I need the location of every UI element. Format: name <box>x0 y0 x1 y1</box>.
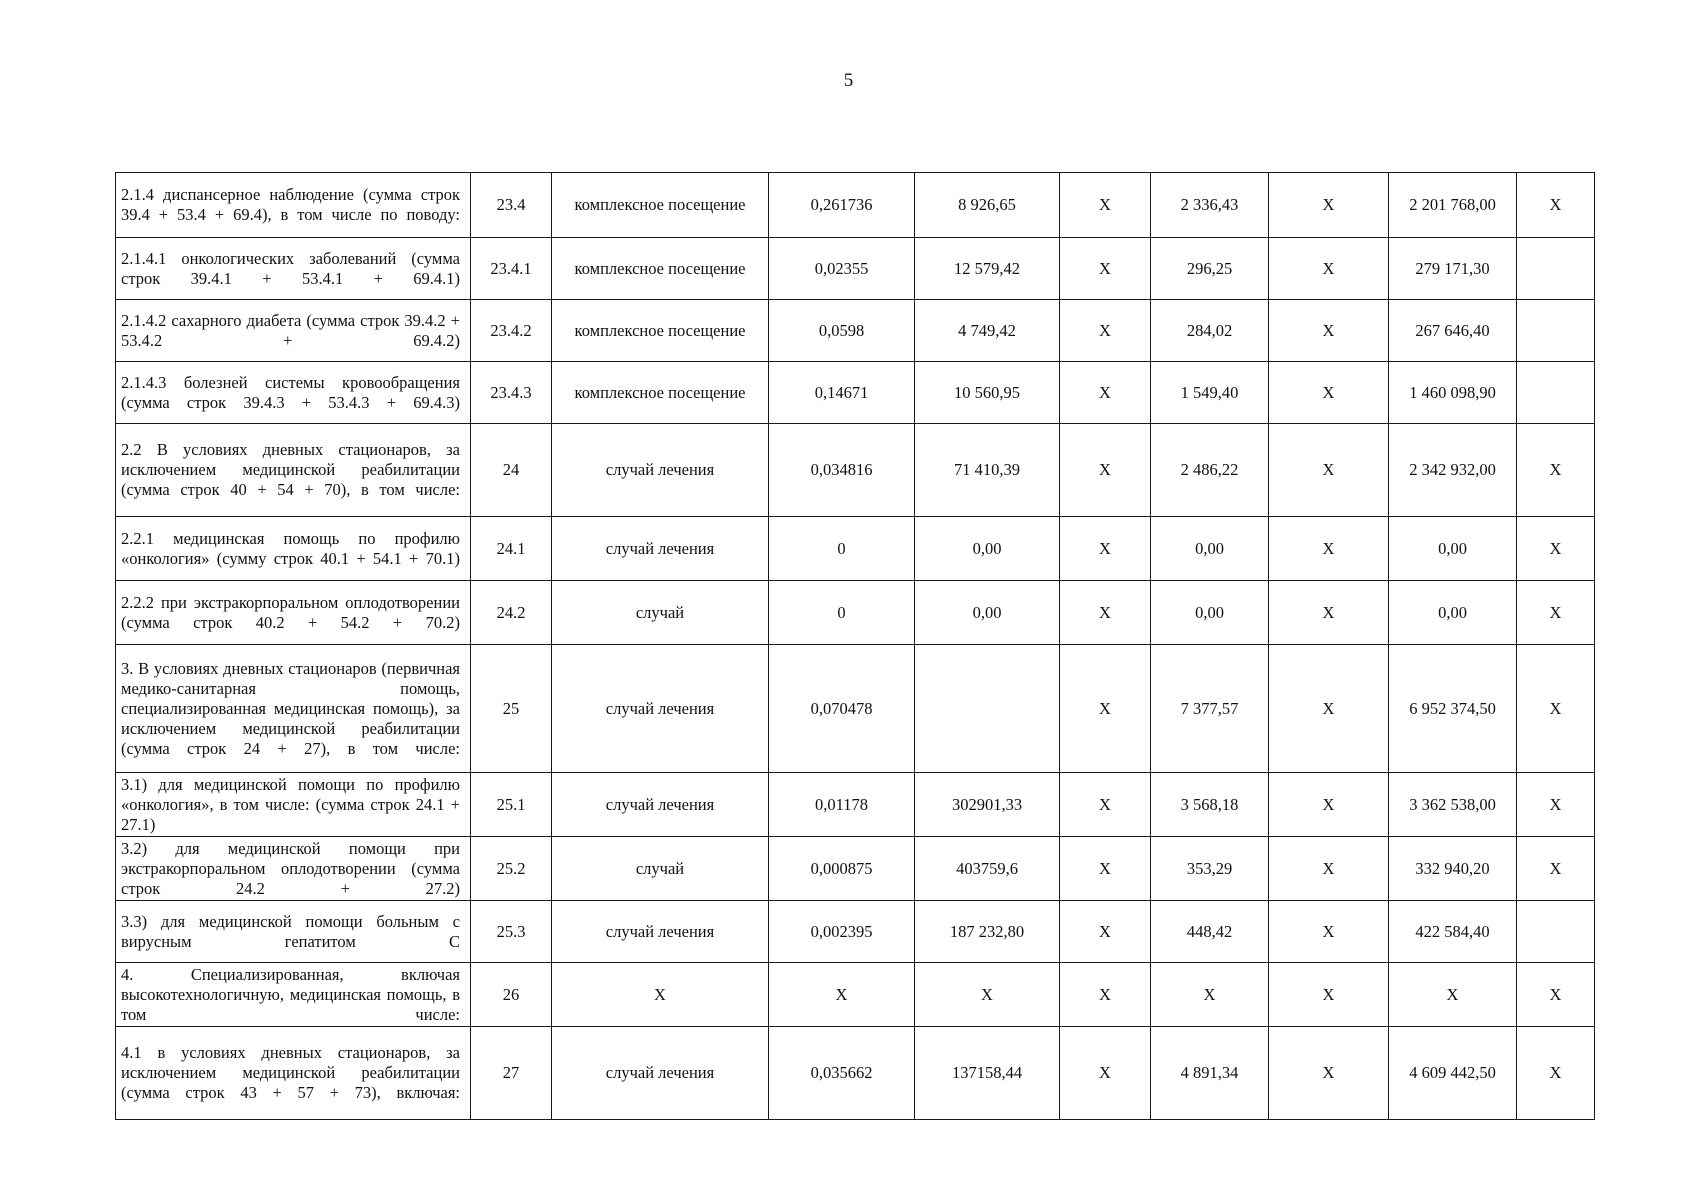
norm-cell: 0,0598 <box>769 300 915 362</box>
col9-cell: X <box>1389 963 1517 1027</box>
col9-cell: 1 460 098,90 <box>1389 362 1517 424</box>
unit-cell: комплексное посещение <box>552 300 769 362</box>
col10-cell: X <box>1517 837 1595 901</box>
table-row <box>116 581 1595 645</box>
col10-cell: X <box>1517 1027 1595 1120</box>
col6-cell: X <box>1060 517 1151 581</box>
unit-cell: случай лечения <box>552 645 769 773</box>
table-row <box>116 517 1595 581</box>
col9-cell: 279 171,30 <box>1389 238 1517 300</box>
row-description: 4.1 в условиях дневных стационаров, за исключением медицинской реабилитации (сумма строк 43 + 57 + 73), включая: <box>116 1027 471 1120</box>
row-description: 3. В условиях дневных стационаров (первичная медико-санитарная помощь, специализированная медицинская помощь), за исключением медицинской реабилитации (сумма строк 24 + 27), в том числе: <box>116 645 471 773</box>
col7-cell: 3 568,18 <box>1151 773 1269 837</box>
table-body <box>116 173 1595 1120</box>
row-description: 3.1) для медицинской помощи по профилю «онкология», в том числе: (сумма строк 24.1 + 27.1) <box>116 773 471 837</box>
col7-cell: 0,00 <box>1151 517 1269 581</box>
row-code: 24 <box>471 424 552 517</box>
row-code: 23.4.2 <box>471 300 552 362</box>
norm-cell: X <box>769 963 915 1027</box>
col10-cell <box>1517 300 1595 362</box>
col9-cell: 0,00 <box>1389 581 1517 645</box>
col10-cell: X <box>1517 581 1595 645</box>
col9-cell: 6 952 374,50 <box>1389 645 1517 773</box>
col9-cell: 2 201 768,00 <box>1389 173 1517 238</box>
cost-cell <box>915 645 1060 773</box>
col9-cell: 3 362 538,00 <box>1389 773 1517 837</box>
norm-cell: 0,034816 <box>769 424 915 517</box>
row-code: 25.2 <box>471 837 552 901</box>
cost-cell: 137158,44 <box>915 1027 1060 1120</box>
col9-cell: 332 940,20 <box>1389 837 1517 901</box>
row-code: 23.4.1 <box>471 238 552 300</box>
unit-cell: случай лечения <box>552 1027 769 1120</box>
table-row <box>116 645 1595 773</box>
table-row <box>116 963 1595 1027</box>
norm-cell: 0 <box>769 517 915 581</box>
row-description: 3.2) для медицинской помощи при экстракорпоральном оплодотворении (сумма строк 24.2 + 27.2) <box>116 837 471 901</box>
table-row <box>116 173 1595 238</box>
cost-cell: 403759,6 <box>915 837 1060 901</box>
col9-cell: 2 342 932,00 <box>1389 424 1517 517</box>
norm-cell: 0,035662 <box>769 1027 915 1120</box>
col8-cell: X <box>1269 963 1389 1027</box>
table-row <box>116 238 1595 300</box>
col7-cell: 2 336,43 <box>1151 173 1269 238</box>
col7-cell: 284,02 <box>1151 300 1269 362</box>
unit-cell: случай <box>552 837 769 901</box>
col6-cell: X <box>1060 901 1151 963</box>
cost-cell: 0,00 <box>915 581 1060 645</box>
row-code: 25.1 <box>471 773 552 837</box>
col6-cell: X <box>1060 963 1151 1027</box>
table-row <box>116 837 1595 901</box>
cost-cell: 71 410,39 <box>915 424 1060 517</box>
cost-cell: 187 232,80 <box>915 901 1060 963</box>
col10-cell <box>1517 238 1595 300</box>
col9-cell: 267 646,40 <box>1389 300 1517 362</box>
col8-cell: X <box>1269 173 1389 238</box>
norm-cell: 0,261736 <box>769 173 915 238</box>
row-code: 26 <box>471 963 552 1027</box>
col8-cell: X <box>1269 362 1389 424</box>
norm-cell: 0,02355 <box>769 238 915 300</box>
cost-cell: 4 749,42 <box>915 300 1060 362</box>
row-description: 2.1.4.3 болезней системы кровообращения (сумма строк 39.4.3 + 53.4.3 + 69.4.3) <box>116 362 471 424</box>
cost-cell: X <box>915 963 1060 1027</box>
norm-cell: 0,14671 <box>769 362 915 424</box>
page-number: 5 <box>843 70 854 91</box>
col8-cell: X <box>1269 300 1389 362</box>
table-row <box>116 773 1595 837</box>
table-row <box>116 300 1595 362</box>
norm-cell: 0,01178 <box>769 773 915 837</box>
row-description: 2.2.1 медицинская помощь по профилю «онкология» (сумму строк 40.1 + 54.1 + 70.1) <box>116 517 471 581</box>
col7-cell: 4 891,34 <box>1151 1027 1269 1120</box>
row-description: 2.1.4.1 онкологических заболеваний (сумма строк 39.4.1 + 53.4.1 + 69.4.1) <box>116 238 471 300</box>
row-description: 2.1.4 диспансерное наблюдение (сумма строк 39.4 + 53.4 + 69.4), в том числе по поводу: <box>116 173 471 238</box>
col7-cell: 353,29 <box>1151 837 1269 901</box>
col6-cell: X <box>1060 773 1151 837</box>
norm-cell: 0,000875 <box>769 837 915 901</box>
cost-cell: 302901,33 <box>915 773 1060 837</box>
col7-cell: X <box>1151 963 1269 1027</box>
unit-cell: случай лечения <box>552 424 769 517</box>
col6-cell: X <box>1060 362 1151 424</box>
col8-cell: X <box>1269 424 1389 517</box>
row-code: 25 <box>471 645 552 773</box>
col10-cell: X <box>1517 517 1595 581</box>
col10-cell: X <box>1517 173 1595 238</box>
col6-cell: X <box>1060 173 1151 238</box>
col8-cell: X <box>1269 1027 1389 1120</box>
col6-cell: X <box>1060 581 1151 645</box>
col10-cell: X <box>1517 963 1595 1027</box>
row-code: 24.2 <box>471 581 552 645</box>
col7-cell: 448,42 <box>1151 901 1269 963</box>
norm-cell: 0,070478 <box>769 645 915 773</box>
data-table <box>115 172 1595 1120</box>
cost-cell: 12 579,42 <box>915 238 1060 300</box>
col7-cell: 0,00 <box>1151 581 1269 645</box>
col10-cell <box>1517 362 1595 424</box>
row-code: 24.1 <box>471 517 552 581</box>
row-code: 23.4.3 <box>471 362 552 424</box>
unit-cell: случай <box>552 581 769 645</box>
col6-cell: X <box>1060 300 1151 362</box>
col10-cell: X <box>1517 645 1595 773</box>
col8-cell: X <box>1269 238 1389 300</box>
table-row <box>116 362 1595 424</box>
col8-cell: X <box>1269 773 1389 837</box>
col7-cell: 2 486,22 <box>1151 424 1269 517</box>
col6-cell: X <box>1060 837 1151 901</box>
col10-cell: X <box>1517 424 1595 517</box>
col7-cell: 296,25 <box>1151 238 1269 300</box>
norm-cell: 0,002395 <box>769 901 915 963</box>
col8-cell: X <box>1269 837 1389 901</box>
row-description: 3.3) для медицинской помощи больным с вирусным гепатитом С <box>116 901 471 963</box>
cost-cell: 8 926,65 <box>915 173 1060 238</box>
col7-cell: 1 549,40 <box>1151 362 1269 424</box>
cost-cell: 10 560,95 <box>915 362 1060 424</box>
row-description: 2.2.2 при экстракорпоральном оплодотворении (сумма строк 40.2 + 54.2 + 70.2) <box>116 581 471 645</box>
row-description: 4. Специализированная, включая высокотехнологичную, медицинская помощь, в том числе: <box>116 963 471 1027</box>
table-row <box>116 424 1595 517</box>
row-code: 23.4 <box>471 173 552 238</box>
row-code: 27 <box>471 1027 552 1120</box>
col6-cell: X <box>1060 645 1151 773</box>
unit-cell: случай лечения <box>552 773 769 837</box>
table-row <box>116 901 1595 963</box>
col9-cell: 4 609 442,50 <box>1389 1027 1517 1120</box>
col6-cell: X <box>1060 238 1151 300</box>
col6-cell: X <box>1060 424 1151 517</box>
col8-cell: X <box>1269 581 1389 645</box>
unit-cell: комплексное посещение <box>552 238 769 300</box>
col10-cell: X <box>1517 773 1595 837</box>
row-code: 25.3 <box>471 901 552 963</box>
cost-cell: 0,00 <box>915 517 1060 581</box>
unit-cell: комплексное посещение <box>552 362 769 424</box>
unit-cell: комплексное посещение <box>552 173 769 238</box>
col8-cell: X <box>1269 517 1389 581</box>
row-description: 2.2 В условиях дневных стационаров, за исключением медицинской реабилитации (сумма строк 40 + 54 + 70), в том числе: <box>116 424 471 517</box>
unit-cell: случай лечения <box>552 517 769 581</box>
col7-cell: 7 377,57 <box>1151 645 1269 773</box>
col10-cell <box>1517 901 1595 963</box>
col8-cell: X <box>1269 901 1389 963</box>
norm-cell: 0 <box>769 581 915 645</box>
col8-cell: X <box>1269 645 1389 773</box>
unit-cell: X <box>552 963 769 1027</box>
col6-cell: X <box>1060 1027 1151 1120</box>
row-description: 2.1.4.2 сахарного диабета (сумма строк 39.4.2 + 53.4.2 + 69.4.2) <box>116 300 471 362</box>
table-row <box>116 1027 1595 1120</box>
col9-cell: 0,00 <box>1389 517 1517 581</box>
col9-cell: 422 584,40 <box>1389 901 1517 963</box>
unit-cell: случай лечения <box>552 901 769 963</box>
